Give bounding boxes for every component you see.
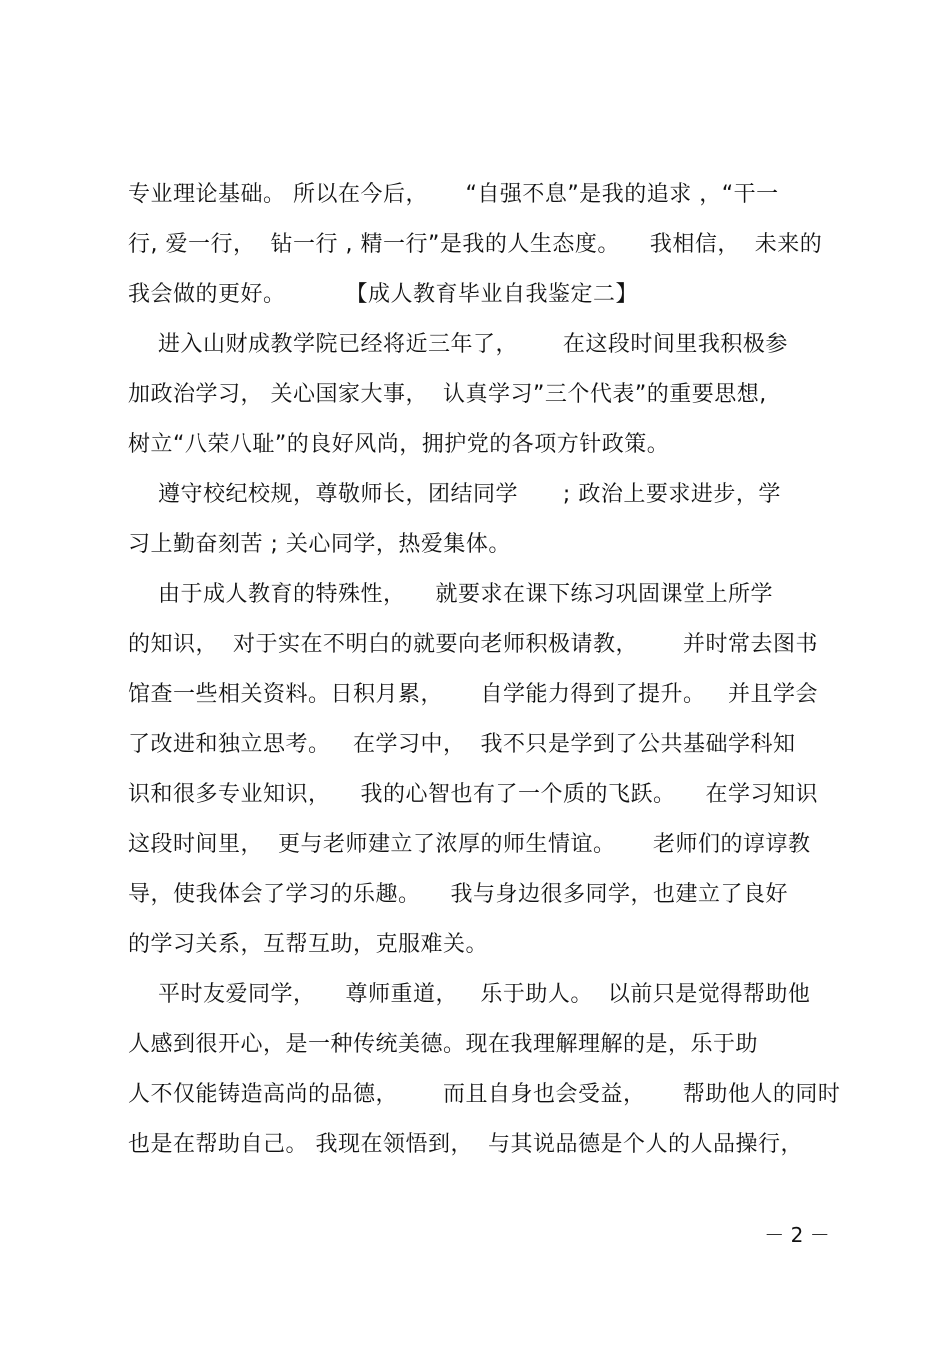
page-number: － 2 － <box>764 1223 830 1247</box>
text-line: 进入山财成教学院已经将近三年了， 在这段时间里我积极参 <box>128 332 788 357</box>
text-line: 这段时间里， 更与老师建立了浓厚的师生情谊。 老师们的谆谆教 <box>128 832 811 857</box>
text-line: 平时友爱同学， 尊师重道， 乐于助人。 以前只是觉得帮助他 <box>128 982 811 1007</box>
text-line: 由于成人教育的特殊性， 就要求在课下练习巩固课堂上所学 <box>128 582 773 607</box>
text-line: 行, 爱一行， 钻一行 , 精一行”是我的人生态度。 我相信， 未来的 <box>128 232 823 257</box>
text-line: 遵守校纪校规，尊敬师长，团结同学 ; 政治上要求进步，学 <box>128 482 781 507</box>
text-line: 导，使我体会了学习的乐趣。 我与身边很多同学，也建立了良好 <box>128 882 788 907</box>
text-line: 专业理论基础。 所以在今后， “自强不息”是我的追求 ，“干一 <box>128 182 779 207</box>
text-line: 馆查一些相关资料。日积月累， 自学能力得到了提升。 并且学会 <box>128 682 818 707</box>
text-line: 人不仅能铸造高尚的品德， 而且自身也会受益， 帮助他人的同时 <box>128 1082 841 1107</box>
text-line: 的学习关系，互帮互助，克服难关。 <box>128 932 489 957</box>
text-line: 树立“八荣八耻”的良好风尚，拥护党的各项方针政策。 <box>128 432 670 457</box>
text-line: 识和很多专业知识， 我的心智也有了一个质的飞跃。 在学习知识 <box>128 782 818 807</box>
text-line: 的知识， 对于实在不明白的就要向老师积极请教， 并时常去图书 <box>128 632 818 657</box>
text-line: 了改进和独立思考。 在学习中， 我不只是学到了公共基础学科知 <box>128 732 796 757</box>
text-line: 人感到很开心，是一种传统美德。现在我理解理解的是，乐于助 <box>128 1032 759 1057</box>
text-line: 习上勤奋刻苦 ; 关心同学，热爱集体。 <box>128 532 511 557</box>
text-line: 也是在帮助自己。 我现在领悟到， 与其说品德是个人的人品操行， <box>128 1132 803 1157</box>
text-line: 我会做的更好。 【成人教育毕业自我鉴定二】 <box>128 282 638 307</box>
text-line: 加政治学习， 关心国家大事， 认真学习”三个代表”的重要思想, <box>128 382 767 407</box>
